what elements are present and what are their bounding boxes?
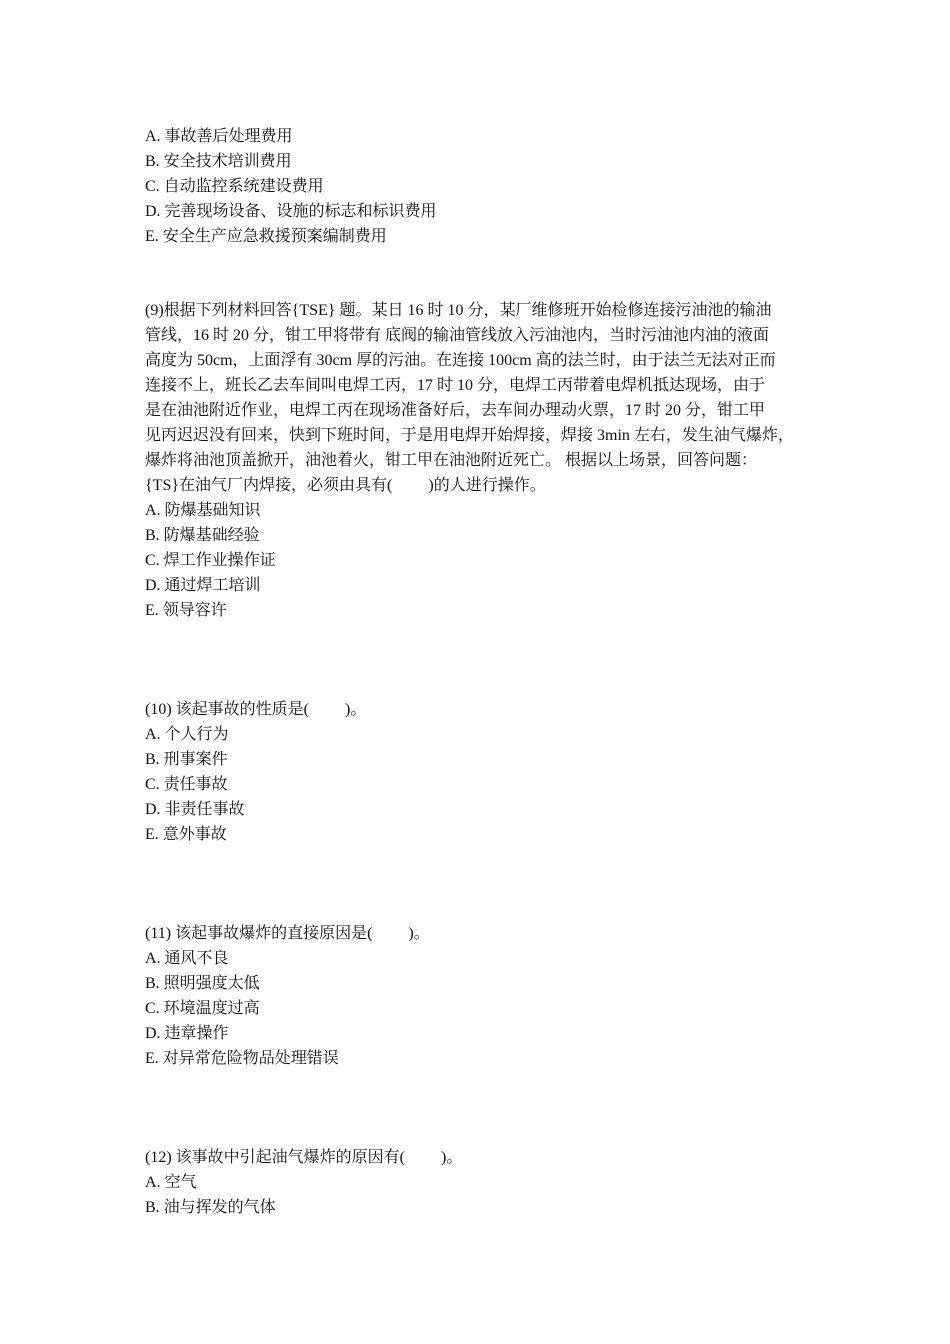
q9-option-e: E. 领导容许 xyxy=(145,602,227,619)
q10-option-b: B. 刑事案件 xyxy=(145,751,228,768)
q9-text-line: (9)根据下列材料回答{TSE} 题。某日 16 时 10 分，某厂维修班开始检修连接污油池的输油 xyxy=(145,302,772,319)
q10-option-d: D. 非责任事故 xyxy=(145,801,245,818)
option-c: C. 自动监控系统建设费用 xyxy=(145,178,324,195)
q9-text-line: 见丙迟迟没有回来，快到下班时间，于是用电焊开始焊接，焊接 3min 左右，发生油气爆炸， xyxy=(145,427,794,444)
q10-option-e: E. 意外事故 xyxy=(145,826,227,843)
q9-text-line: 爆炸将油池顶盖掀开，油池着火，钳工甲在油池附近死亡。 根据以上场景，回答问题： xyxy=(145,452,758,469)
q9-option-c: C. 焊工作业操作证 xyxy=(145,552,276,569)
q11-option-c: C. 环境温度过高 xyxy=(145,1000,260,1017)
q10-question: (10) 该起事故的性质是( )。 xyxy=(145,701,367,718)
q9-text-line: 管线，16 时 20 分，钳工甲将带有 底阀的输油管线放入污油池内，当时污油池内油的液面 xyxy=(145,327,770,344)
q10-option-a: A. 个人行为 xyxy=(145,726,229,743)
q9-option-b: B. 防爆基础经验 xyxy=(145,527,260,544)
q9-text-line: 是在油池附近作业，电焊工丙在现场准备好后，去车间办理动火票，17 时 20 分，钳工甲 xyxy=(145,402,766,419)
q9-option-d: D. 通过焊工培训 xyxy=(145,577,261,594)
option-b: B. 安全技术培训费用 xyxy=(145,153,292,170)
q10-option-c: C. 责任事故 xyxy=(145,776,228,793)
q11-option-d: D. 违章操作 xyxy=(145,1025,229,1042)
q11-option-a: A. 通风不良 xyxy=(145,950,229,967)
q12-option-a: A. 空气 xyxy=(145,1174,197,1191)
option-d: D. 完善现场设备、设施的标志和标识费用 xyxy=(145,203,437,220)
q9-question: {TS}在油气厂内焊接，必须由具有( )的人进行操作。 xyxy=(145,477,546,494)
q12-option-b: B. 油与挥发的气体 xyxy=(145,1199,276,1216)
q11-option-e: E. 对异常危险物品处理错误 xyxy=(145,1050,339,1067)
q11-question: (11) 该起事故爆炸的直接原因是( )。 xyxy=(145,925,430,942)
q11-option-b: B. 照明强度太低 xyxy=(145,975,260,992)
q12-question: (12) 该事故中引起油气爆炸的原因有( )。 xyxy=(145,1149,463,1166)
q9-option-a: A. 防爆基础知识 xyxy=(145,502,261,519)
q9-text-line: 高度为 50cm，上面浮有 30cm 厚的污油。在连接 100cm 高的法兰时，由于法兰无法对正而 xyxy=(145,352,776,369)
option-a: A. 事故善后处理费用 xyxy=(145,128,293,145)
option-e: E. 安全生产应急救援预案编制费用 xyxy=(145,228,387,245)
q9-text-line: 连接不上，班长乙去车间叫电焊工丙，17 时 10 分，电焊工丙带着电焊机抵达现场，由于 xyxy=(145,377,766,394)
